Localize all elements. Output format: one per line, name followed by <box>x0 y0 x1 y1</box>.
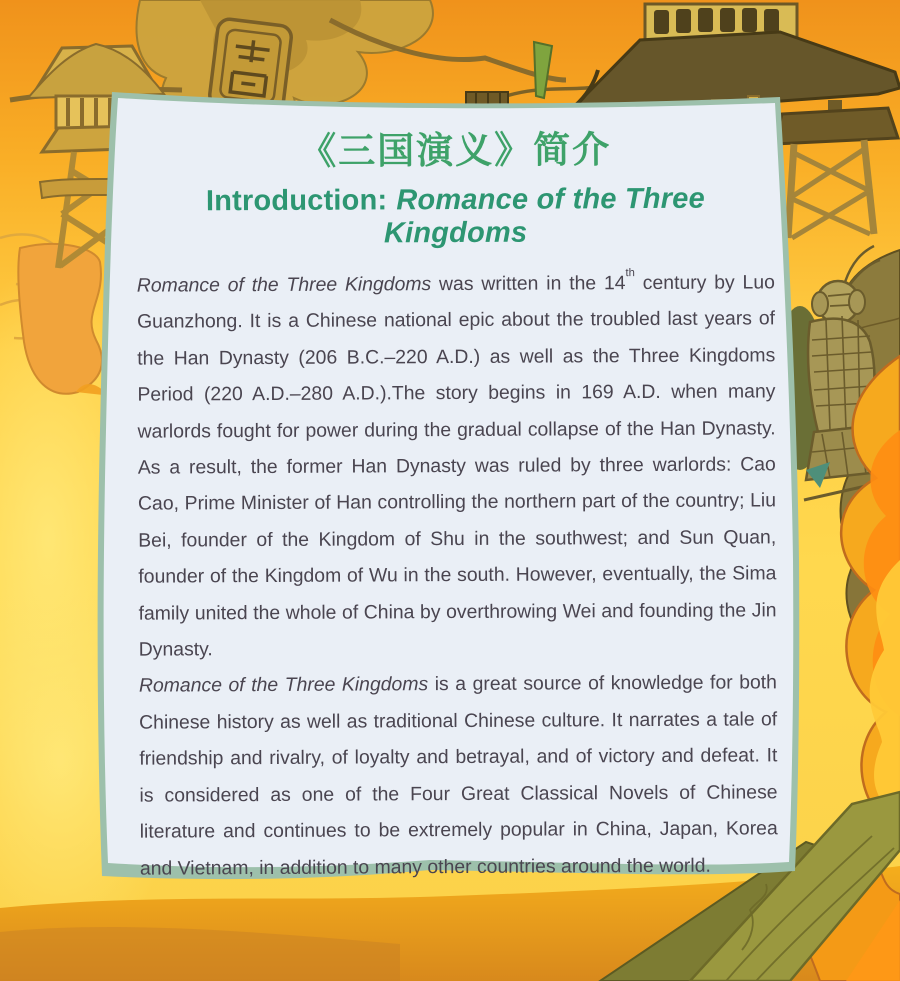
subtitle-book-title: Romance of the Three Kingdoms <box>383 182 705 250</box>
chinese-title: 《三国演义》简介 <box>299 129 612 172</box>
english-subtitle <box>136 182 774 251</box>
paragraph: Romance of the Three Kingdoms was written in the 14th century by Luo Guanzhong. It is a Chinese national epic about the troubled last years of the Han Dynasty (206 B.C.–220 A.D.) as well as the Three Kingdoms Period (220 A.D.–280 A.D.).The story begins in 169 A.D. when many warlords fought for power during the gradual collapse of the Han Dynasty. As a result, the former Han Dynasty was ruled by three warlords: Cao Cao, Prime Minister of Han controlling the northern part of the country; Liu Bei, founder of the Kingdom of Shu in the southwest; and Sun Quan, founder of the Kingdom of Wu in the south. However, eventually, the Sima family united the whole of China by overthrowing Wei and founding the Jin Dynasty. <box>136 267 777 661</box>
panel-content <box>136 118 778 886</box>
subtitle-label: Introduction: <box>205 184 388 218</box>
paragraph: Romance of the Three Kingdoms is a great source of knowledge for both Chinese history as well as traditional Chinese culture. It narrates a tale of friendship and rivalry, of loyalty and betrayal, and of victory and defeat. It is considered as one of the Four Great Classical Novels of Chinese literature and continues to be extremely popular in China, Japan, Korea and Vietnam, in addition to many other countries around the world. <box>138 671 778 880</box>
intro-body-text <box>137 264 778 886</box>
